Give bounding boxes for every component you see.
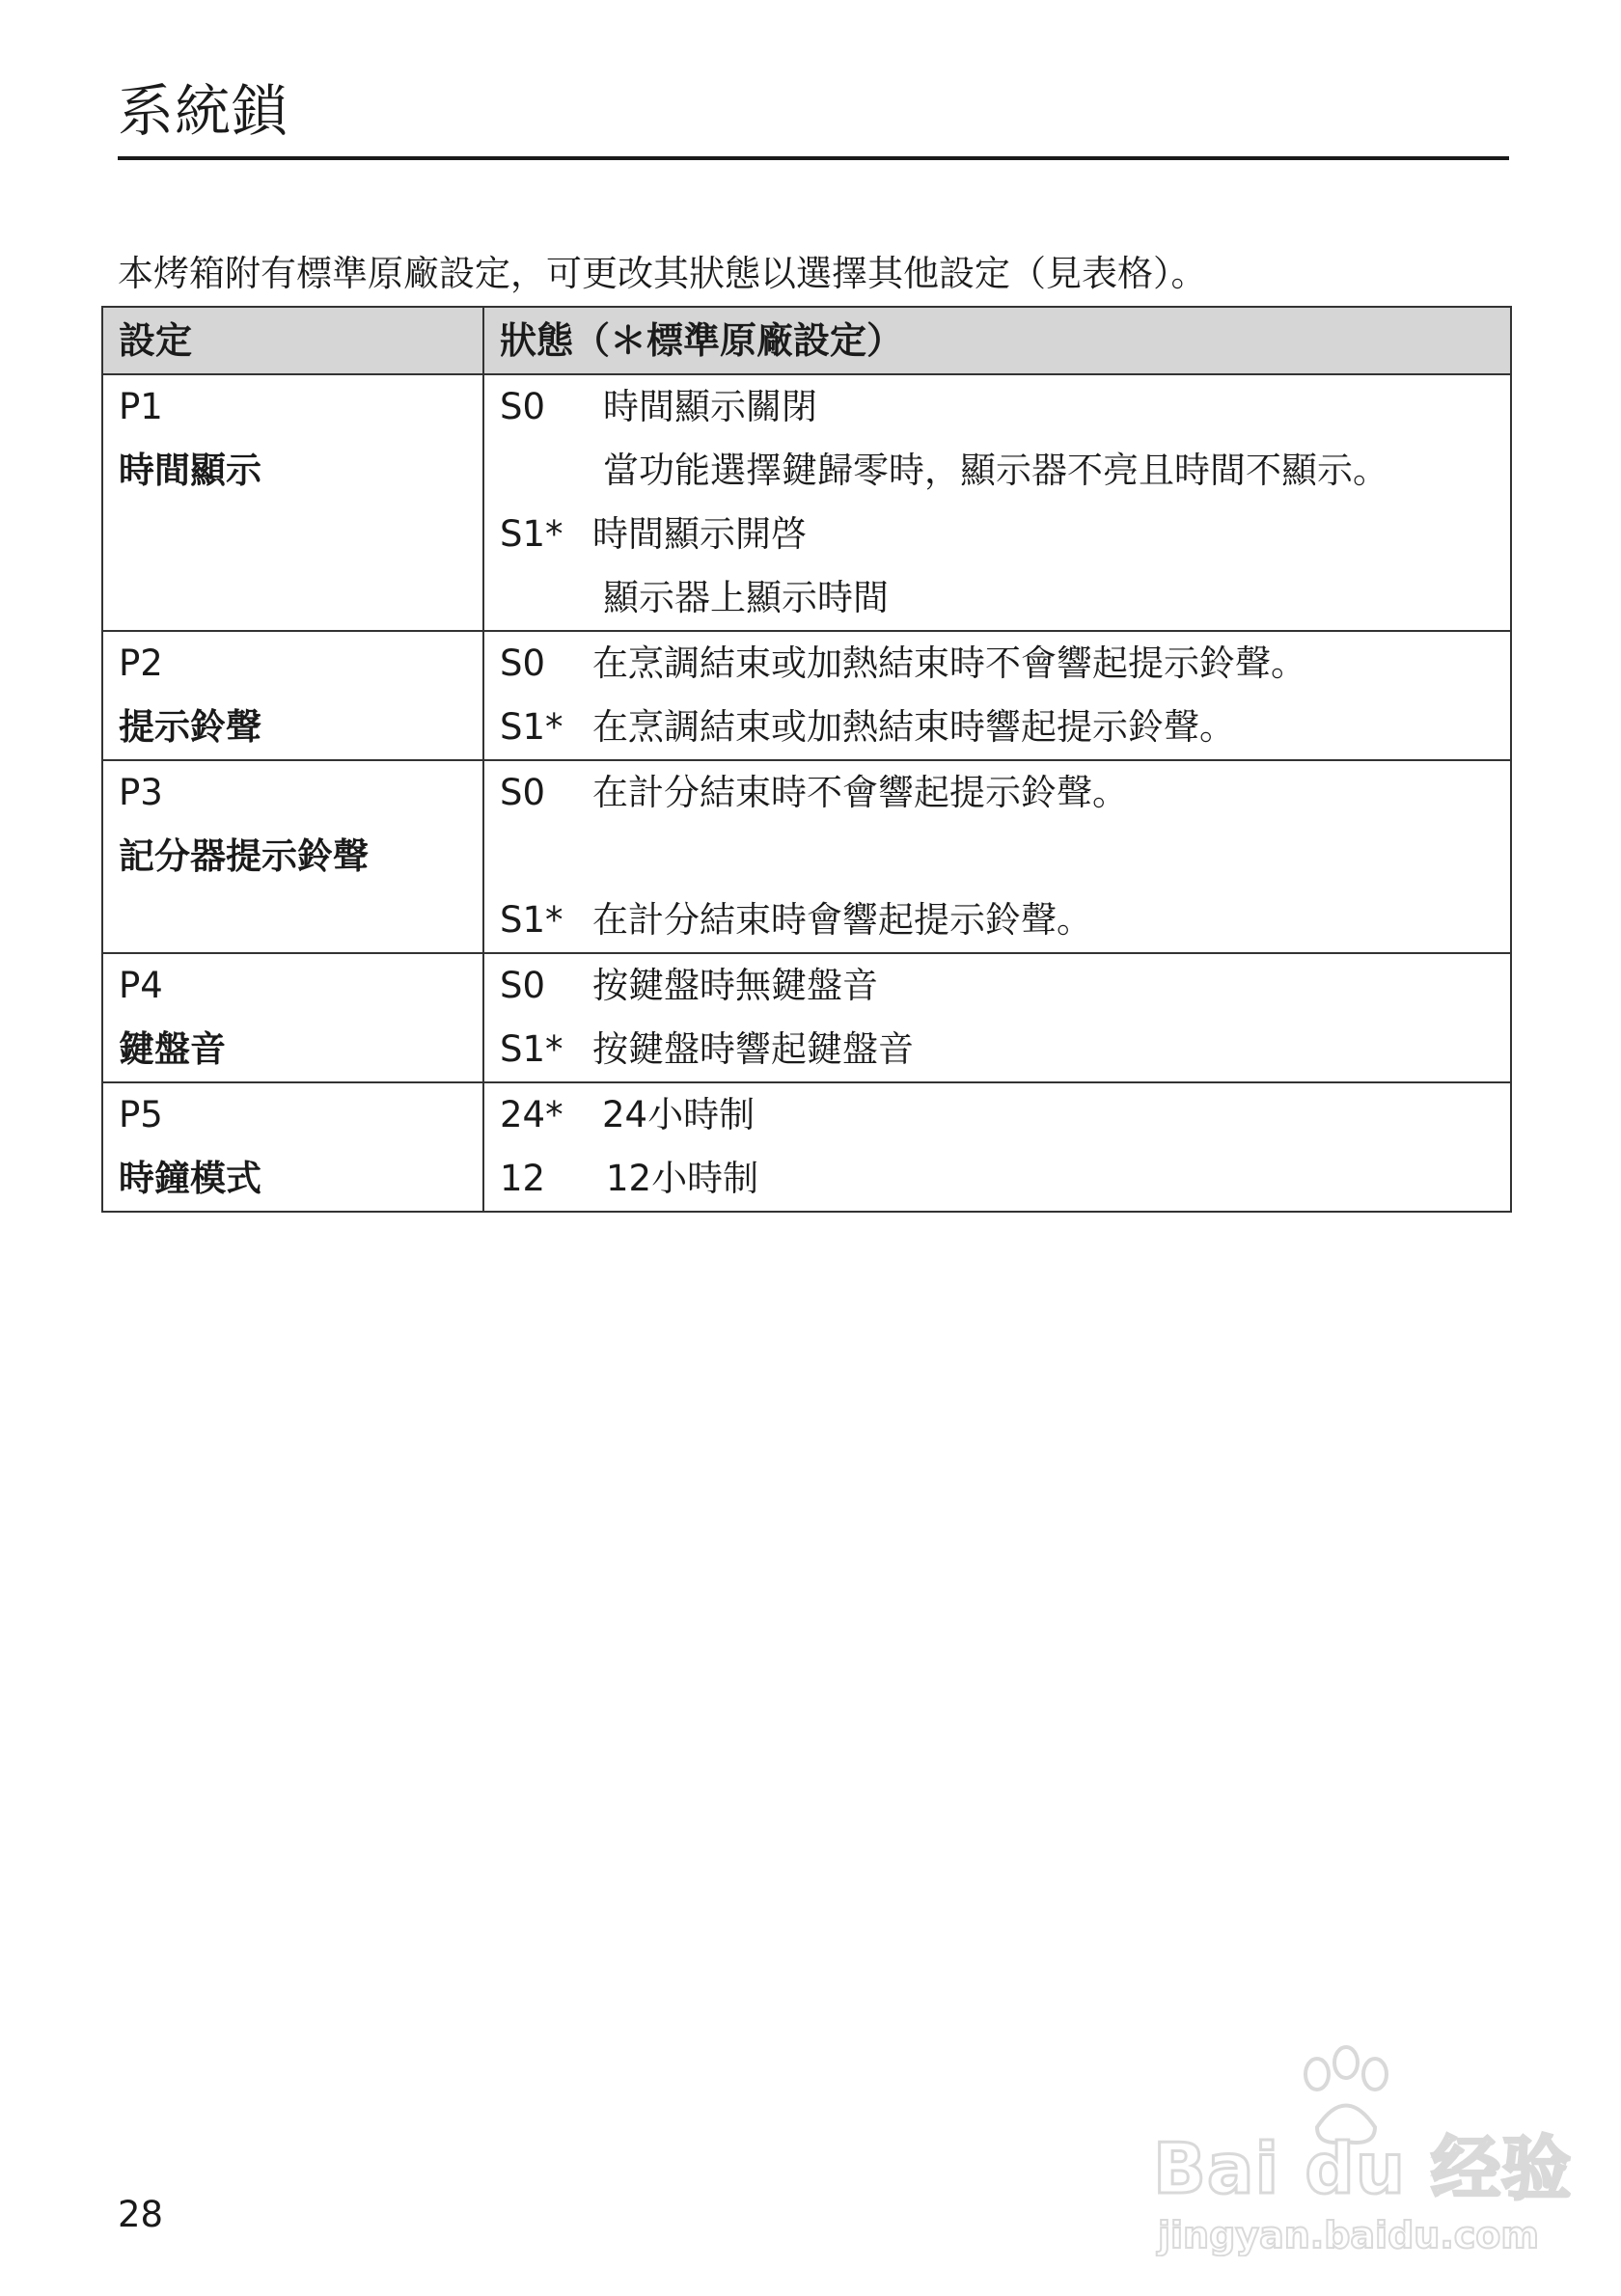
state-code: S0 bbox=[500, 772, 546, 813]
state-description: 按鍵盤時響起鍵盤音 bbox=[592, 1028, 914, 1070]
state-description: 12小時制 bbox=[606, 1158, 759, 1199]
baidu-watermark bbox=[1153, 2045, 1573, 2267]
status-cell bbox=[483, 374, 1511, 631]
setting-name: 鍵盤音 bbox=[119, 1028, 226, 1070]
status-line bbox=[500, 439, 1495, 503]
table-row-p1 bbox=[102, 374, 1511, 631]
state-description: 在計分結束時不會響起提示鈴聲。 bbox=[592, 772, 1128, 813]
setting-name: 提示鈴聲 bbox=[119, 706, 261, 748]
state-code: S1* bbox=[500, 513, 563, 555]
state-description: 在烹調結束或加熱結束時不會響起提示鈴聲。 bbox=[592, 642, 1306, 684]
state-code: S1* bbox=[500, 899, 563, 941]
status-line bbox=[500, 696, 1495, 759]
setting-cell bbox=[102, 374, 483, 631]
setting-name: 時鐘模式 bbox=[119, 1158, 261, 1199]
setting-code: P3 bbox=[119, 772, 163, 813]
status-line bbox=[500, 375, 1495, 439]
setting-code: P4 bbox=[119, 965, 163, 1006]
table-row-p2 bbox=[102, 631, 1511, 760]
setting-name: 記分器提示鈴聲 bbox=[119, 835, 369, 877]
status-line bbox=[500, 566, 1495, 630]
state-description: 時間顯示關閉 bbox=[603, 386, 817, 427]
setting-name: 時間顯示 bbox=[119, 450, 261, 491]
status-line bbox=[500, 632, 1495, 696]
state-description: 在計分結束時會響起提示鈴聲。 bbox=[592, 899, 1092, 941]
setting-cell bbox=[102, 1082, 483, 1212]
setting-cell bbox=[102, 953, 483, 1082]
status-line bbox=[500, 1083, 1495, 1147]
status-line-blank bbox=[500, 825, 1495, 888]
status-cell bbox=[483, 1082, 1511, 1212]
status-line bbox=[500, 761, 1495, 825]
state-code: S0 bbox=[500, 386, 546, 427]
table-row-p4 bbox=[102, 953, 1511, 1082]
setting-cell bbox=[102, 760, 483, 953]
header-status: 狀態（＊標準原廠設定） bbox=[483, 307, 1511, 374]
state-description: 在烹調結束或加熱結束時響起提示鈴聲。 bbox=[592, 706, 1235, 748]
state-code: 24* bbox=[500, 1094, 563, 1135]
setting-code: P2 bbox=[119, 642, 163, 684]
status-line bbox=[500, 954, 1495, 1018]
page-title: 系統鎖 bbox=[118, 78, 289, 144]
state-code: 12 bbox=[500, 1158, 546, 1199]
state-code: S1* bbox=[500, 706, 563, 748]
settings-table bbox=[101, 306, 1512, 1213]
table-header-row bbox=[102, 307, 1511, 374]
state-description: 顯示器上顯示時間 bbox=[603, 577, 889, 618]
state-description: 當功能選擇鍵歸零時，顯示器不亮且時間不顯示。 bbox=[603, 450, 1388, 491]
table-row-p5 bbox=[102, 1082, 1511, 1212]
status-line bbox=[500, 888, 1495, 952]
status-cell bbox=[483, 631, 1511, 760]
state-description: 按鍵盤時無鍵盤音 bbox=[592, 965, 878, 1006]
state-description: 24小時制 bbox=[602, 1094, 756, 1135]
state-code: S0 bbox=[500, 965, 546, 1006]
setting-code: P5 bbox=[119, 1094, 163, 1135]
state-code: S1* bbox=[500, 1028, 563, 1070]
status-cell bbox=[483, 953, 1511, 1082]
page-number: 28 bbox=[118, 2194, 164, 2235]
status-line bbox=[500, 503, 1495, 566]
status-line bbox=[500, 1018, 1495, 1081]
state-description: 時間顯示開啓 bbox=[592, 513, 807, 555]
watermark-url: jingyan.baidu.com bbox=[1158, 2214, 1539, 2256]
status-cell bbox=[483, 760, 1511, 953]
table-row-p3 bbox=[102, 760, 1511, 953]
setting-cell bbox=[102, 631, 483, 760]
status-line bbox=[500, 1147, 1495, 1211]
setting-code: P1 bbox=[119, 386, 163, 427]
watermark-brand: Bai du 经验 bbox=[1153, 2128, 1573, 2209]
intro-text: 本烤箱附有標準原廠設定，可更改其狀態以選擇其他設定（見表格）。 bbox=[118, 253, 1207, 294]
header-setting: 設定 bbox=[102, 307, 483, 374]
title-divider bbox=[118, 156, 1509, 160]
state-code: S0 bbox=[500, 642, 546, 684]
